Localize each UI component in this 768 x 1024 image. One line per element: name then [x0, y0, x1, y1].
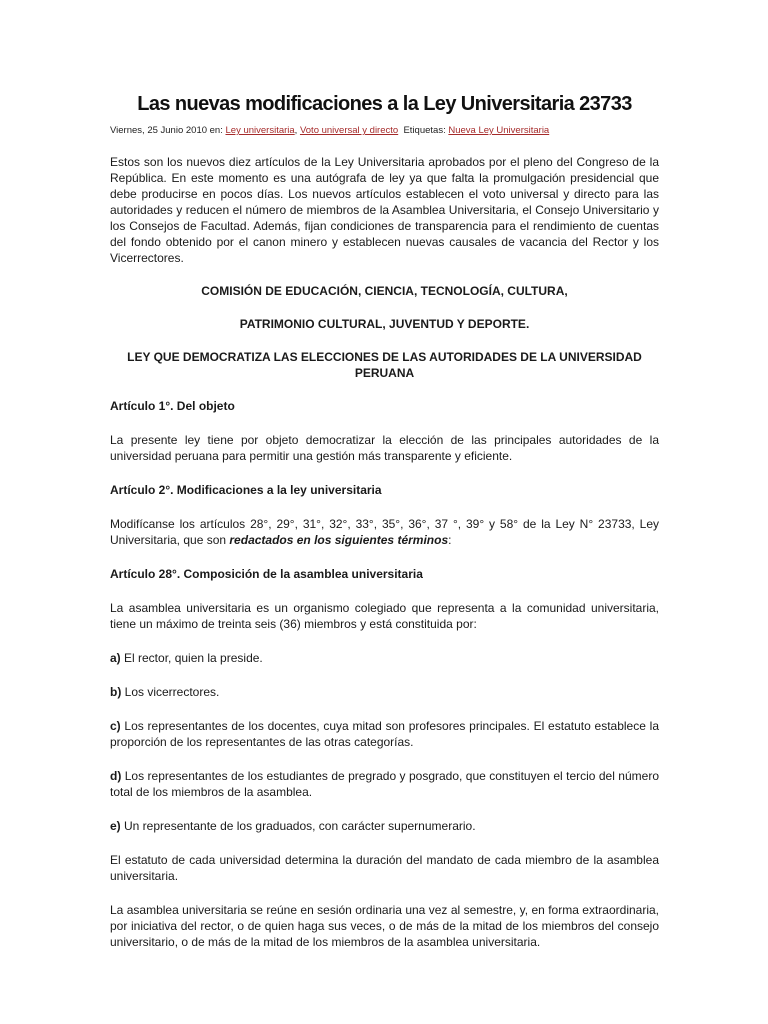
list-item-text: Un representante de los graduados, con carácter supernumerario. [120, 819, 476, 833]
article-title: Las nuevas modificaciones a la Ley Universitaria 23733 [137, 93, 632, 115]
list-item [110, 768, 659, 800]
meta-separator: , [294, 125, 300, 136]
session-paragraph: La asamblea universitaria se reúne en sesión ordinaria una vez al semestre, y, en forma extraordinaria, por iniciativa del rector, o de quien haga sus veces, o de más de la mitad de los miembros del consejo universitario, o de más de la mitad de los miembros de la asamblea universitaria. [110, 903, 659, 949]
law-title: LEY QUE DEMOCRATIZA LAS ELECCIONES DE LAS AUTORIDADES DE LA UNIVERSIDAD PERUANA [127, 350, 642, 380]
category-link-ley-universitaria[interactable]: Ley universitaria [225, 125, 295, 136]
article-2-heading: Artículo 2°. Modificaciones a la ley universitaria [110, 483, 382, 497]
list-item-text: Los vicerrectores. [121, 685, 220, 699]
list-item-label: a) [110, 651, 121, 665]
list-item-label: b) [110, 685, 122, 699]
document-page [110, 0, 659, 950]
article-meta [110, 124, 659, 138]
article-2-text [110, 516, 659, 548]
meta-date: Viernes, 25 Junio 2010 en: [110, 125, 226, 136]
list-item [110, 718, 659, 750]
article-1-heading: Artículo 1°. Del objeto [110, 399, 235, 413]
article-28-text: La asamblea universitaria es un organismo colegiado que representa a la comunidad universitaria, tiene un máximo de treinta seis (36) miembros y está constituida por: [110, 601, 659, 631]
meta-tags-label: Etiquetas: [398, 125, 449, 136]
list-item-label: e) [110, 819, 121, 833]
article-1-text: La presente ley tiene por objeto democratizar la elección de las principales autoridades de la universidad peruana para permitir una gestión más transparente y eficiente. [110, 433, 659, 463]
list-item-label: d) [110, 769, 122, 783]
statute-paragraph: El estatuto de cada universidad determina la duración del mandato de cada miembro de la asamblea universitaria. [110, 853, 659, 883]
list-item [110, 684, 659, 700]
list-item [110, 650, 659, 666]
article-2-text-emphasis: redactados en los siguientes términos [229, 533, 449, 547]
intro-paragraph: Estos son los nuevos diez artículos de la Ley Universitaria aprobados por el pleno del Congreso de la República. En este momento es una autógrafa de ley ya que falta la promulgación presidencial que debe producirse en pocos días. Los nuevos artículos establecen el voto universal y directo para las autoridades y reducen el número de miembros de la Asamblea Universitaria, el Consejo Universitario y los Consejos de Facultad. Además, fijan condiciones de transparencia para el rendimiento de cuentas del fondo obtenido por el canon minero y establecen nuevas causales de vacancia del Rector y los Vicerrectores. [110, 155, 659, 265]
category-link-voto-universal[interactable]: Voto universal y directo [299, 125, 399, 136]
list-item-text: El rector, quien la preside. [120, 651, 263, 665]
article-2-text-b: : [448, 533, 452, 547]
list-item-text: Los representantes de los estudiantes de pregrado y posgrado, que constituyen el tercio del número total de los miembros de la asamblea. [110, 769, 659, 799]
tag-link-nueva-ley[interactable]: Nueva Ley Universitaria [448, 125, 550, 136]
commission-line-1: COMISIÓN DE EDUCACIÓN, CIENCIA, TECNOLOGÍA, CULTURA, [201, 284, 568, 298]
list-item [110, 818, 659, 834]
article-2-text-a: Modifícanse los artículos 28°, 29°, 31°, 32°, 33°, 35°, 36°, 37 °, 39° y 58° de la Ley N° 23733, Ley Universitaria, que son [110, 517, 659, 547]
list-item-label: c) [110, 719, 121, 733]
commission-line-2: PATRIMONIO CULTURAL, JUVENTUD Y DEPORTE. [239, 317, 530, 331]
list-item-text: Los representantes de los docentes, cuya mitad son profesores principales. El estatuto establece la proporción de los representantes de las otras categorías. [110, 719, 659, 749]
article-28-heading: Artículo 28°. Composición de la asamblea universitaria [110, 567, 423, 581]
